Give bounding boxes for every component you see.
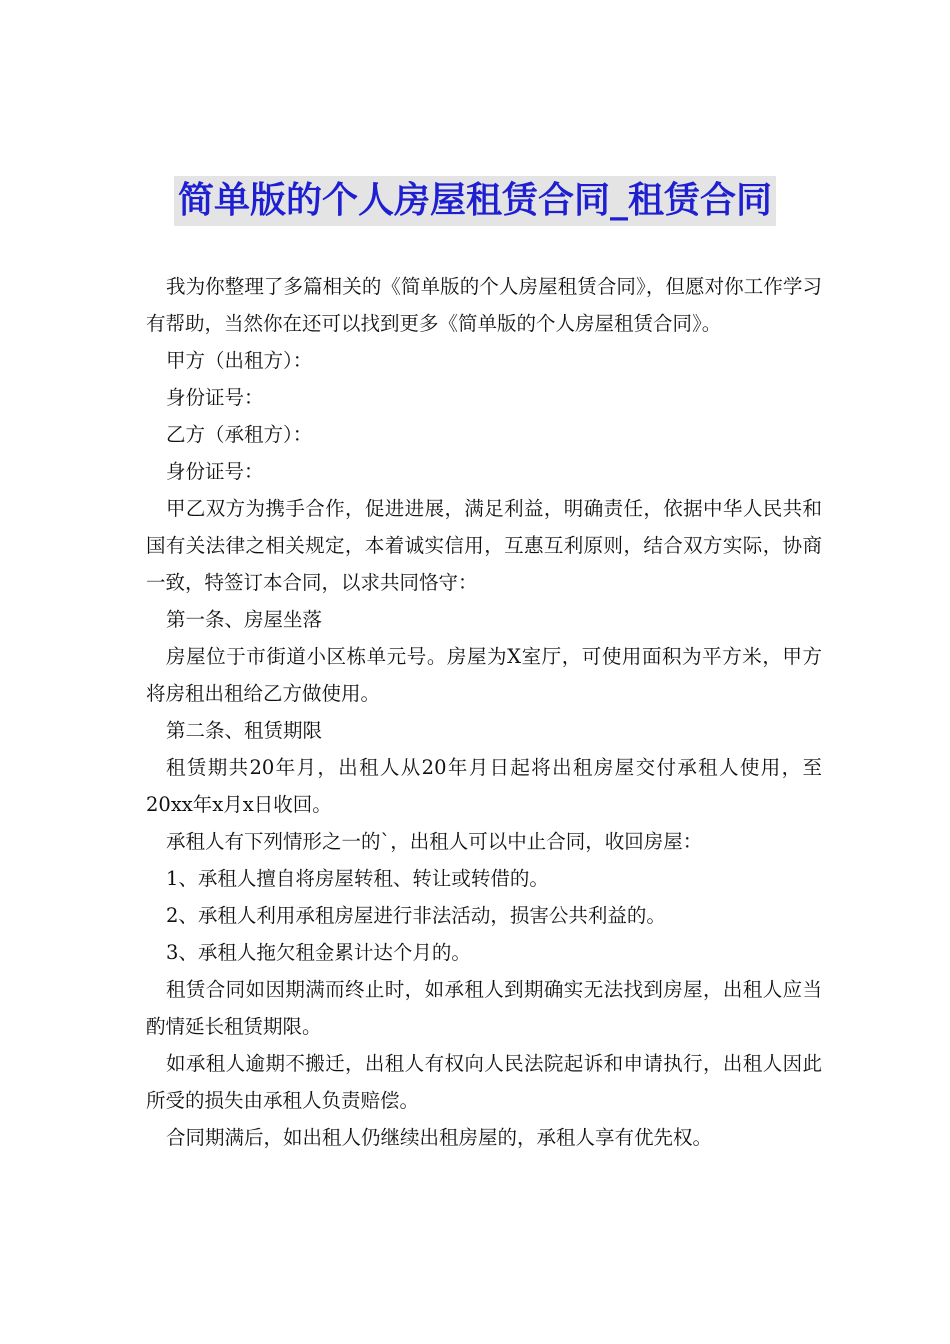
article-1-heading: 第一条、房屋坐落: [166, 608, 323, 631]
document-title: 简单版的个人房屋租赁合同_租赁合同: [174, 176, 776, 226]
party-b-id-line: 身份证号：: [166, 460, 264, 483]
list-item: 3、承租人拖欠租金累计达个月的。: [166, 941, 471, 964]
priority-paragraph: 合同期满后，如出租人仍继续出租房屋的，承租人享有优先权。: [166, 1126, 713, 1149]
list-item: 1、承租人擅自将房屋转租、转让或转借的。: [166, 867, 549, 890]
expiry-extension-paragraph: 租赁合同如因期满而终止时，如承租人到期确实无法找到房屋，出租人应当酌情延长租赁期限。: [146, 978, 822, 1038]
intro-paragraph: 我为你整理了多篇相关的《简单版的个人房屋租赁合同》，但愿对你工作学习有帮助，当然你在还可以找到更多《简单版的个人房屋租赁合同》。: [146, 275, 822, 335]
title-container: [0, 176, 950, 226]
lease-term-paragraph: 租赁期共20年月，出租人从20年月日起将出租房屋交付承租人使用，至20xx年x月x日收回。: [146, 756, 822, 816]
party-a-id-line: 身份证号：: [166, 386, 264, 409]
party-b-line: 乙方（承租方）：: [166, 423, 313, 446]
list-item: 2、承租人利用承租房屋进行非法活动，损害公共利益的。: [166, 904, 666, 927]
document-body: [146, 268, 822, 1156]
article-2-heading: 第二条、租赁期限: [166, 719, 323, 742]
termination-intro: 承租人有下列情形之一的`，出租人可以中止合同，收回房屋：: [166, 830, 703, 853]
article-1-paragraph: 房屋位于市街道小区栋单元号。房屋为X室厅，可使用面积为平方米，甲方将房租出租给乙方做使用。: [146, 645, 822, 705]
party-a-line: 甲方（出租方）：: [166, 349, 313, 372]
preamble-paragraph: 甲乙双方为携手合作，促进进展，满足利益，明确责任，依据中华人民共和国有关法律之相关规定，本着诚实信用，互惠互利原则，结合双方实际，协商一致，特签订本合同，以求共同恪守：: [146, 497, 822, 594]
overdue-paragraph: 如承租人逾期不搬迁，出租人有权向人民法院起诉和申请执行，出租人因此所受的损失由承租人负责赔偿。: [146, 1052, 822, 1112]
